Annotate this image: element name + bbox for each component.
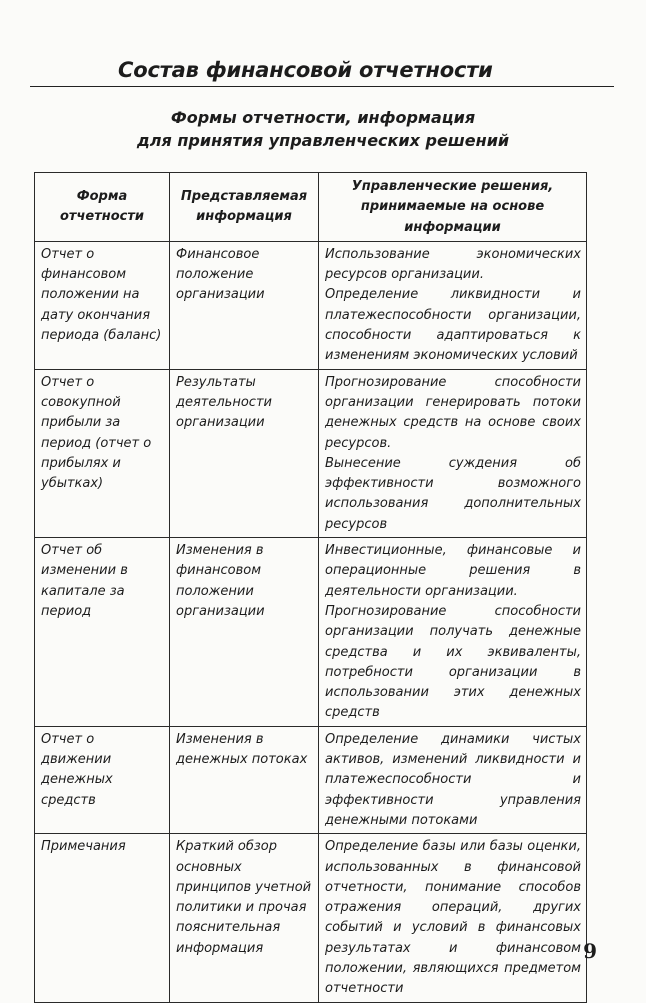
reporting-forms-table: [34, 172, 587, 1003]
decision-paragraph: Определение базы или базы оценки, использованных в финансовой отчетности, понимание способов отражения операций, других событий и условий в финансовых результатах и финансовом положении, являющихся предметом отчетности: [325, 839, 581, 997]
page-header-title: Состав финансовой отчетности: [118, 58, 493, 82]
table-row: [35, 726, 587, 833]
cell-form: Отчет о совокупной прибыли за период (отчет о прибылях и убытках): [35, 369, 170, 537]
table-header-row: [35, 173, 587, 242]
cell-decisions: [319, 369, 587, 537]
decision-paragraph: Прогнозирование способности организации генерировать потоки денежных средств на основе своих ресурсов.: [325, 374, 581, 451]
table-title-line-1: Формы отчетности, информация: [170, 108, 476, 127]
cell-information: Результаты деятельности организации: [170, 369, 319, 537]
table-title-line-2: для принятия управленческих решений: [136, 131, 510, 150]
cell-form: Примечания: [35, 834, 170, 1002]
cell-decisions: [319, 538, 587, 727]
decision-paragraph: Использование экономических ресурсов организации.: [325, 246, 581, 283]
table-title: [20, 106, 626, 152]
cell-decisions: [319, 726, 587, 833]
table-row: [35, 241, 587, 369]
cell-information: Финансовое положение организации: [170, 241, 319, 369]
column-header-information: Представляемая информация: [170, 173, 319, 242]
decision-paragraph: Определение динамики чистых активов, изменений ликвидности и платежеспособности и эффективности управления денежными потоками: [325, 731, 581, 828]
decision-paragraph: Инвестиционные, финансовые и операционные решения в деятельности организации.: [325, 543, 581, 599]
cell-information: Изменения в денежных потоках: [170, 726, 319, 833]
cell-form: Отчет об изменении в капитале за период: [35, 538, 170, 727]
decision-paragraph: Прогнозирование способности организации получать денежные средства и их эквиваленты, потребности организации в использовании этих денежных средств: [325, 603, 581, 721]
decision-paragraph: Определение ликвидности и платежеспособности организации, способности адаптироваться к изменениям экономических условий: [325, 287, 581, 364]
column-header-decisions: Управленческие решения, принимаемые на основе информации: [319, 173, 587, 242]
cell-decisions: [319, 241, 587, 369]
header-rule: [30, 86, 614, 87]
cell-information: Краткий обзор основных принципов учетной политики и прочая пояснительная информация: [170, 834, 319, 1002]
cell-information: Изменения в финансовом положении организации: [170, 538, 319, 727]
table-row: [35, 538, 587, 727]
page-number: 9: [583, 939, 597, 963]
column-header-form: Форма отчетности: [35, 173, 170, 242]
cell-decisions: [319, 834, 587, 1002]
cell-form: Отчет о финансовом положении на дату окончания периода (баланс): [35, 241, 170, 369]
decision-paragraph: Вынесение суждения об эффективности возможного использования дополнительных ресурсов: [325, 455, 581, 532]
table-row: [35, 834, 587, 1002]
cell-form: Отчет о движении денежных средств: [35, 726, 170, 833]
table-row: [35, 369, 587, 537]
